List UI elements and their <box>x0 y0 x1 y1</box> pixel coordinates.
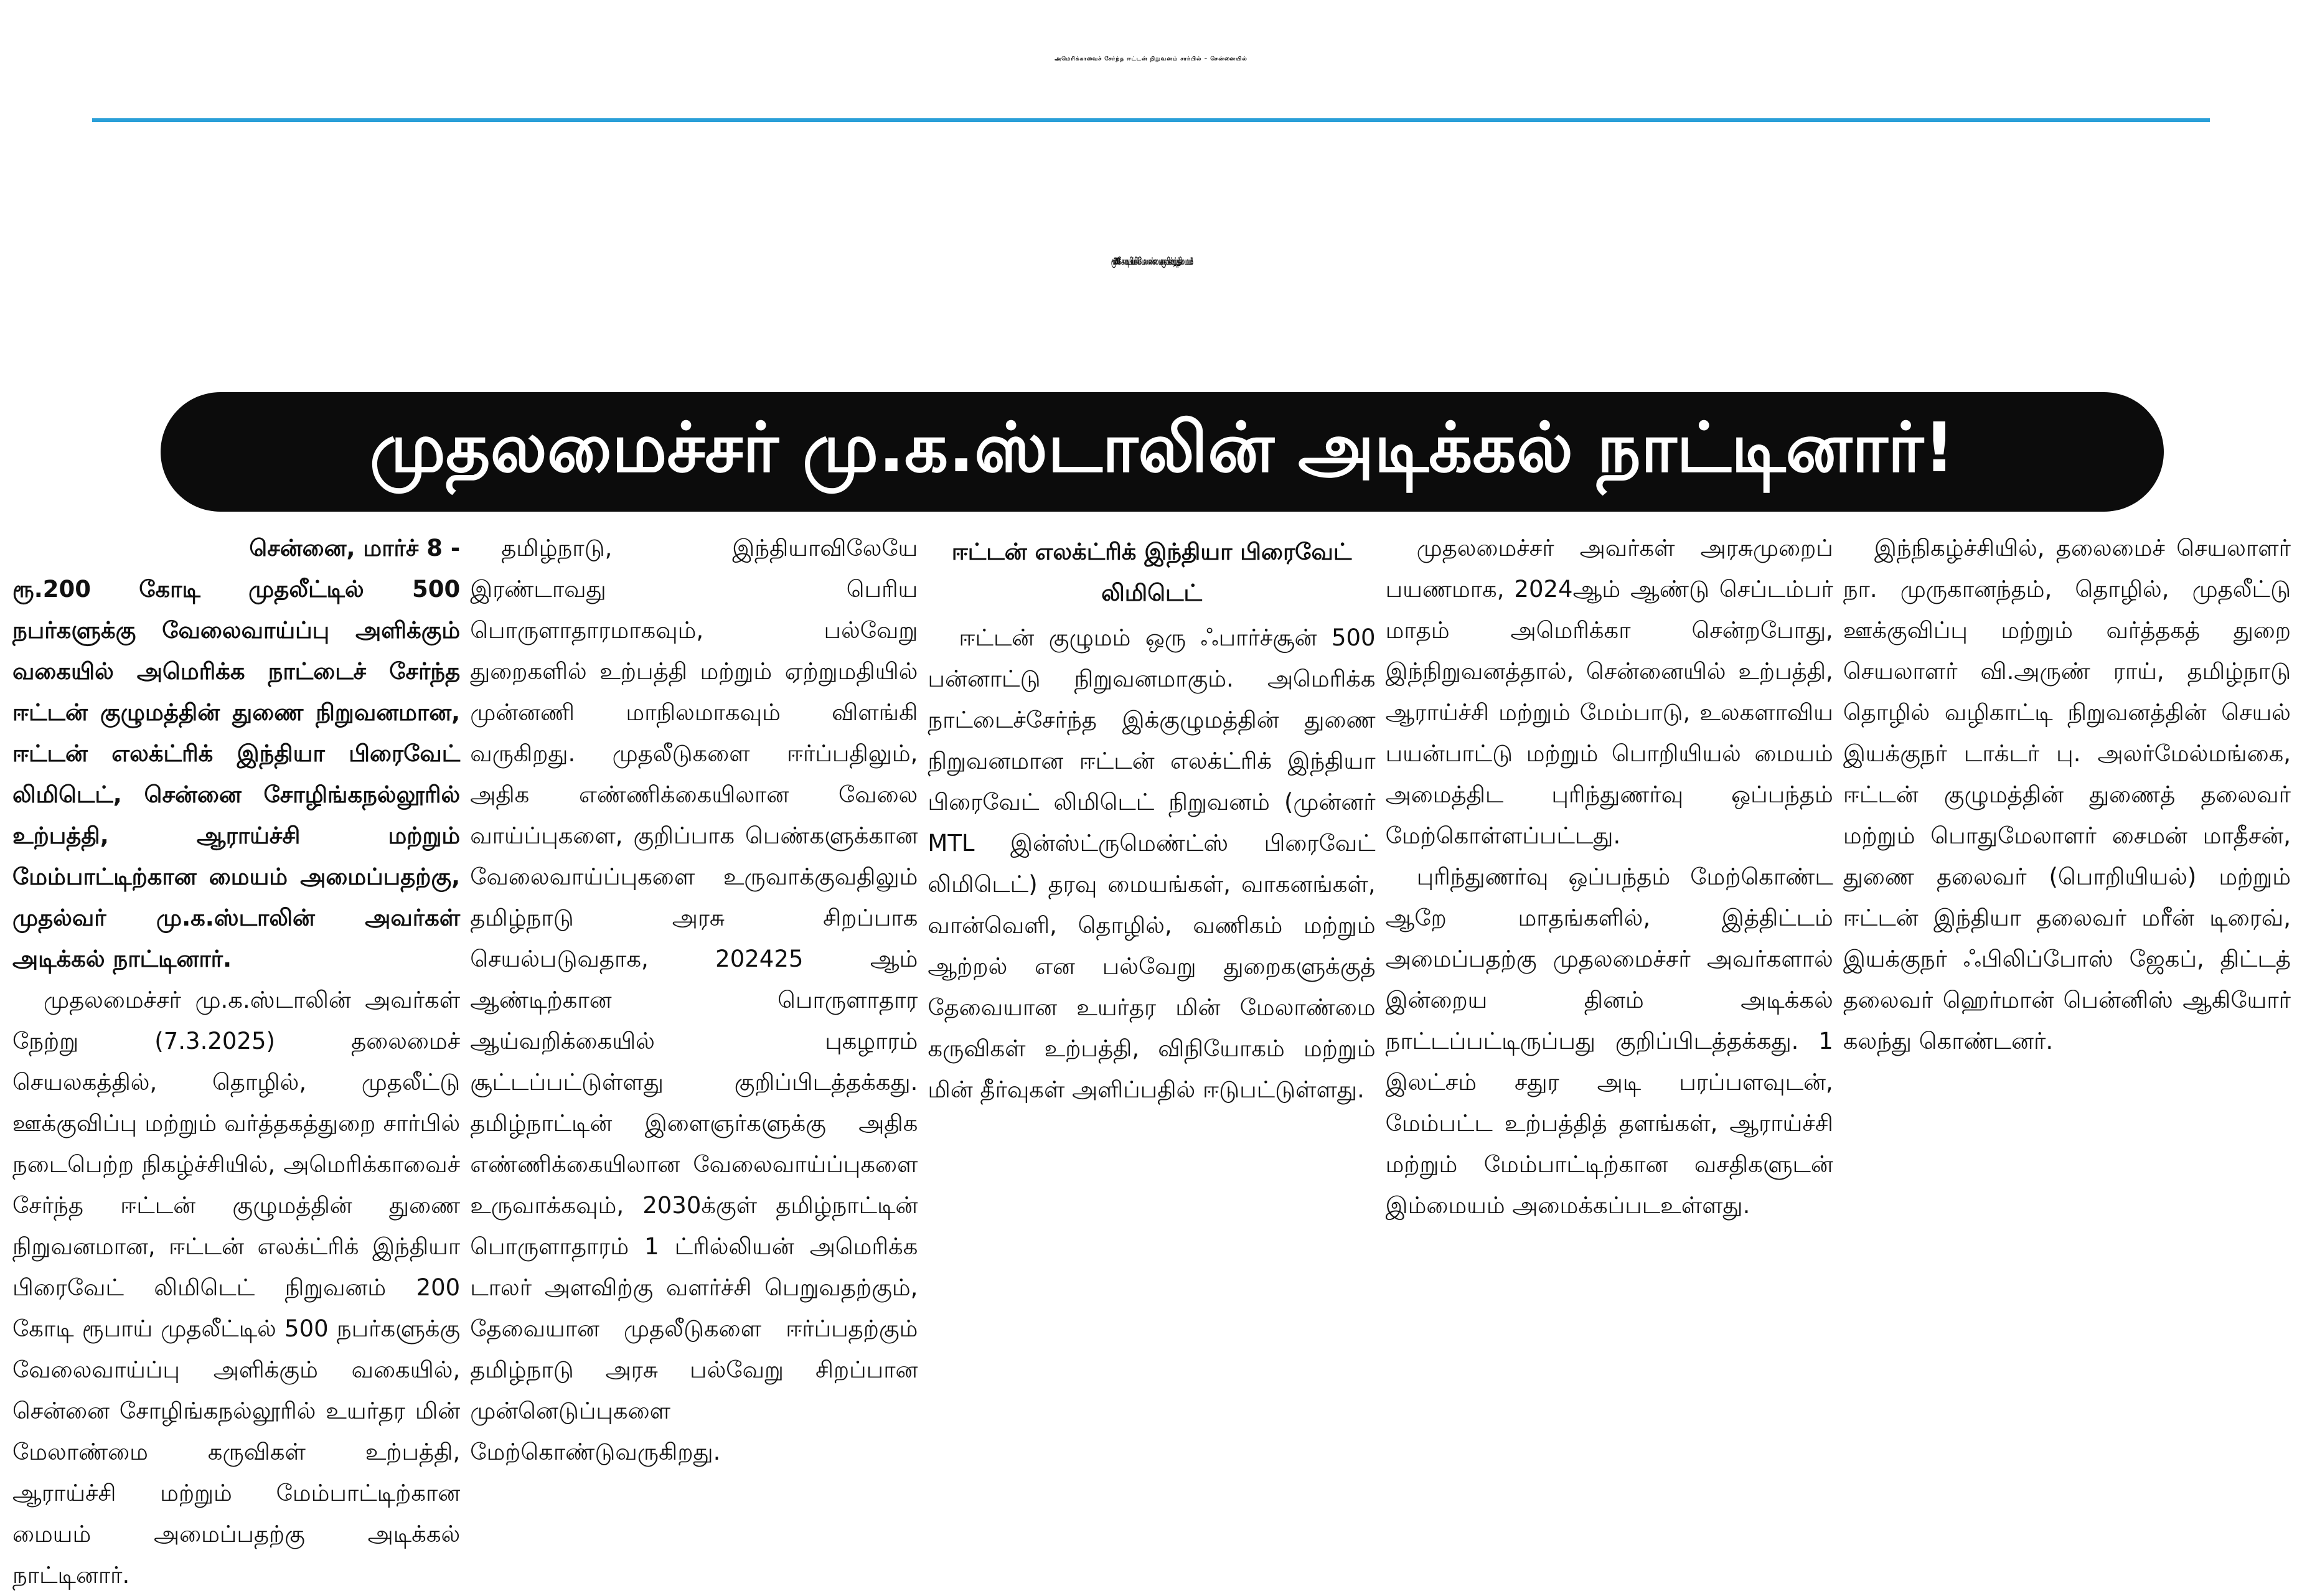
subheadline-text: முதலமைச்சர் மு.க.ஸ்டாலின் அடிக்கல் நாட்டினார்! <box>369 407 1955 487</box>
section-subhead: ஈட்டன் எலக்ட்ரிக் இந்தியா பிரைவேட் லிமிடெட் <box>951 538 1352 606</box>
article-column-2 <box>470 528 918 1465</box>
paragraph-3: ஈட்டன் குழுமம் ஒரு ஃபார்ச்சூன் 500 பன்னாட்டு நிறுவனமாகும். அமெரிக்க நாட்டைச்சேர்ந்த இக்குழுமத்தின் துணை நிறுவனமான ஈட்டன் எலக்ட்ரிக் இந்தியா பிரைவேட் லிமிடெட் நிறுவனம் (முன்னர் MTL இன்ஸ்ட்ருமெண்ட்ஸ் பிரைவேட் லிமிடெட்) தரவு மையங்கள், வாகனங்கள், வான்வெளி, தொழில், வணிகம் மற்றும் ஆற்றல் என பல்வேறு துறைகளுக்குத் தேவையான உயர்தர மின் மேலாண்மை கருவிகள் உற்பத்தி, விநியோகம் மற்றும் மின் தீர்வுகள் அளிப்பதில் ஈடுபட்டுள்ளது. <box>928 624 1376 1103</box>
main-headline: ரூ.200 கோடியில் மின் மேலாண்மை கருவிகள் உற்பத்தி மையம்! <box>1111 256 1191 268</box>
article-column-5 <box>1843 528 2291 1206</box>
paragraph-5: புரிந்துணர்வு ஒப்பந்தம் மேற்கொண்ட ஆறே மாதங்களில், இத்திட்டம் அமைப்பதற்கு முதலமைச்சர் அவர்களால் இன்றைய தினம் அடிக்கல் நாட்டப்பட்டிருப்பது குறிப்பிடத்தக்கது. 1 இலட்சம் சதுர அடி பரப்பளவுடன், மேம்பட்ட உற்பத்தித் தளங்கள், ஆராய்ச்சி மற்றும் மேம்பாட்டிற்கான வசதிகளுடன் இம்மையம் அமைக்கப்படஉள்ளது. <box>1385 863 1833 1219</box>
paragraph-6: இந்நிகழ்ச்சியில், தலைமைச் செயலாளர் நா. முருகானந்தம், தொழில், முதலீட்டு ஊக்குவிப்பு மற்றும் வர்த்தகத் துறை செயலாளர் வி.அருண் ராய், தமிழ்நாடு தொழில் வழிகாட்டி நிறுவனத்தின் செயல் இயக்குநர் டாக்டர் பு. அலர்மேல்மங்கை, ஈட்டன் குழுமத்தின் துணைத் தலைவர் மற்றும் பொதுமேலாளர் சைமன் மாதீசன், துணை தலைவர் (பொறியியல்) மற்றும் ஈட்டன் இந்தியா தலைவர் மரீன் டிரைவ், இயக்குநர் ஃபிலிப்போஸ் ஜேகப், திட்டத் தலைவர் ஹெர்மான் பென்னிஸ் ஆகியோர் கலந்து கொண்டனர். <box>1843 535 2291 1054</box>
paragraph-2: தமிழ்நாடு, இந்தியாவிலேயே இரண்டாவது பெரிய பொருளாதாரமாகவும், பல்வேறு துறைகளில் உற்பத்தி மற்றும் ஏற்றுமதியில் முன்னணி மாநிலமாகவும் விளங்கி வருகிறது. முதலீடுகளை ஈர்ப்பதிலும், அதிக எண்ணிக்கையிலான வேலை வாய்ப்புகளை, குறிப்பாக பெண்களுக்கான வேலைவாய்ப்புகளை உருவாக்குவதிலும் தமிழ்நாடு அரசு சிறப்பாக செயல்படுவதாக, 202425 ஆம் ஆண்டிற்கான பொருளாதார ஆய்வறிக்கையில் புகழாரம் சூட்டப்பட்டுள்ளது குறிப்பிடத்தக்கது. தமிழ்நாட்டின் இளைஞர்களுக்கு அதிக எண்ணிக்கையிலான வேலைவாய்ப்புகளை உருவாக்கவும், 2030க்குள் தமிழ்நாட்டின் பொருளாதாரம் 1 ட்ரில்லியன் அமெரிக்க டாலர் அளவிற்கு வளர்ச்சி பெறுவதற்கும், தேவையான முதலீடுகளை ஈர்ப்பதற்கும் தமிழ்நாடு அரசு பல்வேறு சிறப்பான முன்னெடுப்புகளை மேற்கொண்டுவருகிறது. <box>470 535 918 1465</box>
article-column-3 <box>928 528 1375 1206</box>
dateline: சென்னை, மார்ச் 8 - <box>249 535 461 561</box>
article-column-4 <box>1385 528 1833 1219</box>
paragraph-4: முதலமைச்சர் அவர்கள் அரசுமுறைப் பயணமாக, 2024ஆம் ஆண்டு செப்டம்பர் மாதம் அமெரிக்கா சென்றபோது, இந்நிறுவனத்தால், சென்னையில் உற்பத்தி, ஆராய்ச்சி மற்றும் மேம்பாடு, உலகளாவிய பயன்பாட்டு மற்றும் பொறியியல் மையம் அமைத்திட புரிந்துணர்வு ஒப்பந்தம் மேற்கொள்ளப்பட்டது. <box>1385 535 1833 849</box>
subheadline-banner <box>161 392 2164 512</box>
kicker-headline: அமெரிக்காவைச் சேர்ந்த ஈட்டன் நிறுவனம் சார்பில் – சென்னையில் <box>1055 55 1247 62</box>
lead-paragraph: ரூ.200 கோடி முதலீட்டில் 500 நபர்களுக்கு வேலைவாய்ப்பு அளிக்கும் வகையில் அமெரிக்க நாட்டைச் சேர்ந்த ஈட்டன் குழுமத்தின் துணை நிறுவனமான, ஈட்டன் எலக்ட்ரிக் இந்தியா பிரைவேட் லிமிடெட், சென்னை சோழிங்கநல்லூரில் உற்பத்தி, ஆராய்ச்சி மற்றும் மேம்பாட்டிற்கான மையம் அமைப்பதற்கு, முதல்வர் மு.க.ஸ்டாலின் அவர்கள் அடிக்கல் நாட்டினார். <box>12 576 461 972</box>
article-body <box>12 528 2291 1589</box>
paragraph-1: முதலமைச்சர் மு.க.ஸ்டாலின் அவர்கள் நேற்று (7.3.2025) தலைமைச் செயலகத்தில், தொழில், முதலீட்டு ஊக்குவிப்பு மற்றும் வர்த்தகத்துறை சார்பில் நடைபெற்ற நிகழ்ச்சியில், அமெரிக்காவைச் சேர்ந்த ஈட்டன் குழுமத்தின் துணை நிறுவனமான, ஈட்டன் எலக்ட்ரிக் இந்தியா பிரைவேட் லிமிடெட் நிறுவனம் 200 கோடி ரூபாய் முதலீட்டில் 500 நபர்களுக்கு வேலைவாய்ப்பு அளிக்கும் வகையில், சென்னை சோழிங்கநல்லூரில் உயர்தர மின் மேலாண்மை கருவிகள் உற்பத்தி, ஆராய்ச்சி மற்றும் மேம்பாட்டிற்கான மையம் அமைப்பதற்கு அடிக்கல் நாட்டினார். <box>12 987 461 1589</box>
article-column-1 <box>12 528 461 1589</box>
